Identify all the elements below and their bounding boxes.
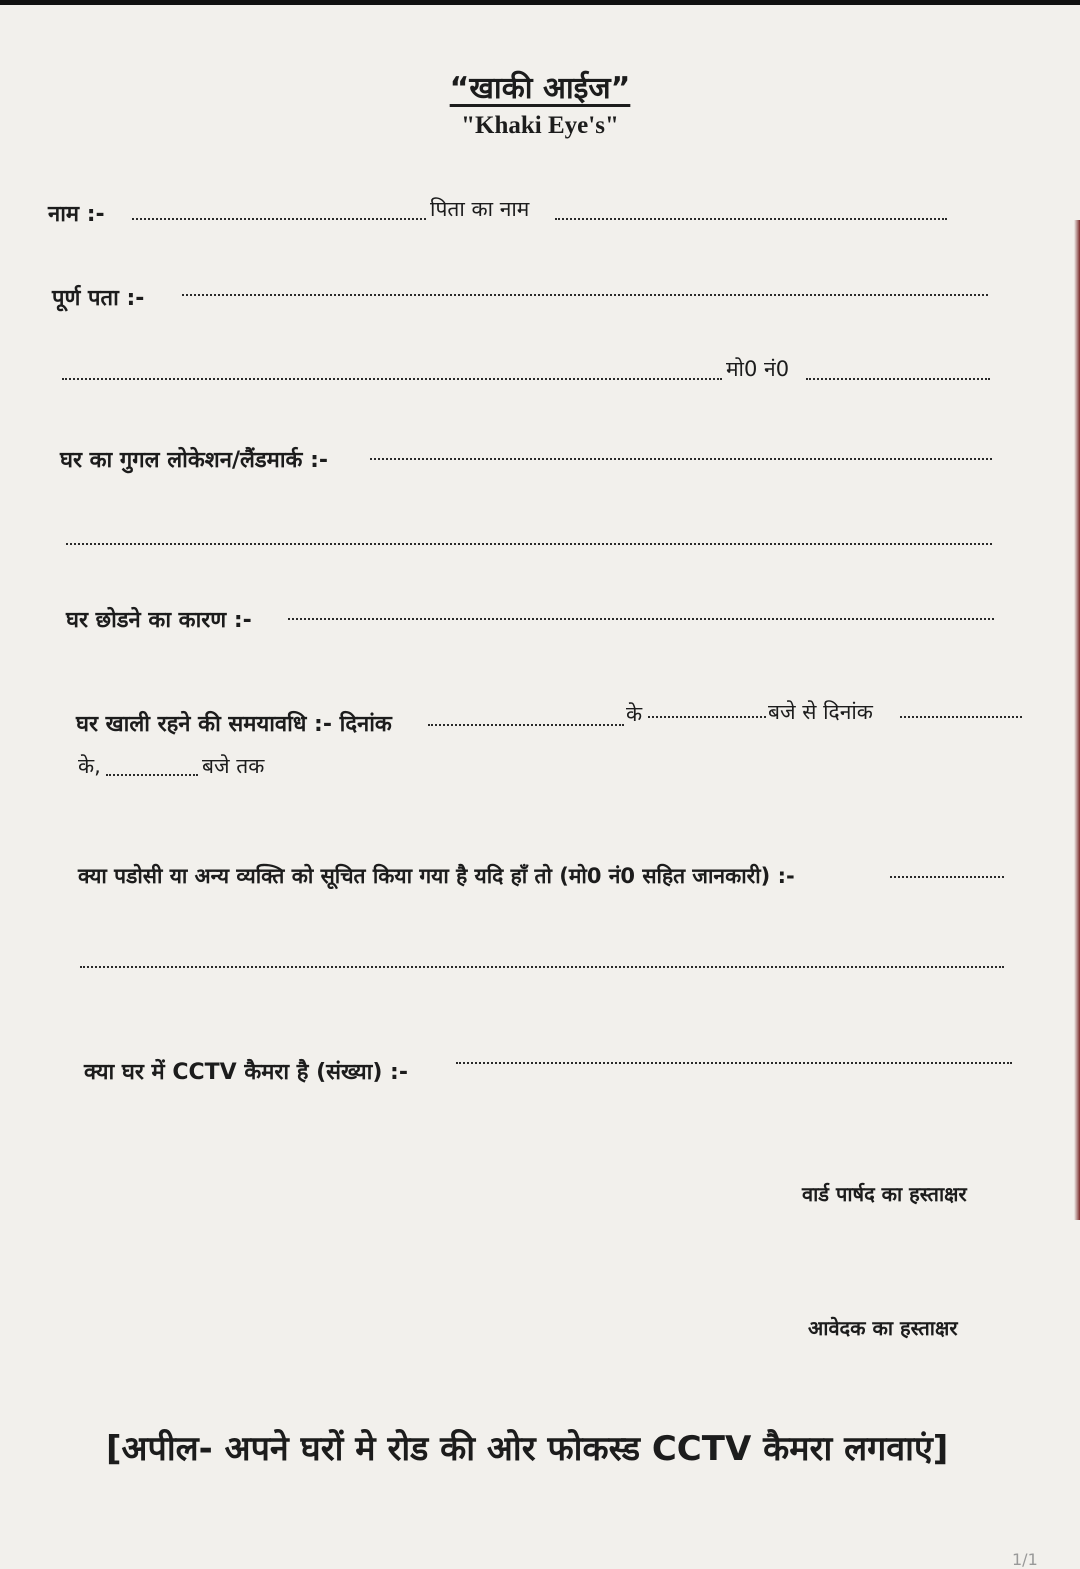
name-label: नाम :- — [48, 202, 105, 227]
father-name-label: पिता का नाम — [430, 197, 530, 221]
applicant-signature: आवेदक का हस्ताक्षर — [808, 1316, 958, 1340]
address-field-line-2[interactable] — [62, 378, 722, 380]
mobile-field[interactable] — [806, 378, 990, 380]
father-name-field[interactable] — [555, 218, 947, 220]
location-field-line-2[interactable] — [66, 543, 992, 545]
neighbour-label: क्या पडोसी या अन्य व्यक्ति को सूचित किया गया है यदि हाँ तो (मो0 नं0 सहित जानकारी) :- — [78, 864, 795, 888]
vacancy-label: घर खाली रहने की समयावधि :- दिनांक — [76, 712, 392, 737]
vacancy-to-date-field[interactable] — [900, 716, 1022, 718]
cctv-label: क्या घर में CCTV कैमरा है (संख्या) :- — [84, 1060, 408, 1085]
reason-field[interactable] — [288, 618, 994, 620]
location-field-line-1[interactable] — [370, 458, 992, 460]
reason-label: घर छोडने का कारण :- — [66, 608, 252, 633]
cctv-count-field[interactable] — [456, 1062, 1012, 1064]
form-title-hindi: “खाकी आईज” — [449, 71, 631, 106]
address-field-line-1[interactable] — [182, 294, 988, 296]
ward-councillor-signature: वार्ड पार्षद का हस्ताक्षर — [802, 1182, 967, 1206]
vacancy-from-time-field[interactable] — [648, 716, 766, 718]
vacancy-until-label: बजे तक — [202, 754, 265, 778]
neighbour-field-line-1[interactable] — [890, 876, 1004, 878]
vacancy-from-label: बजे से दिनांक — [768, 700, 873, 724]
vacancy-ke2-label: के, — [78, 754, 101, 778]
neighbour-field-line-2[interactable] — [80, 966, 1004, 968]
location-label: घर का गुगल लोकेशन/लैंडमार्क :- — [60, 448, 328, 473]
name-field[interactable] — [132, 218, 426, 220]
vacancy-ke-label: के — [626, 702, 643, 726]
appeal-banner: [अपील- अपने घरों मे रोड की ओर फोकस्ड CCTV कैमरा लगवाएं] — [106, 1429, 949, 1469]
vacancy-from-date-field[interactable] — [428, 724, 624, 726]
vacancy-to-time-field[interactable] — [106, 774, 198, 776]
mobile-label: मो0 नं0 — [726, 357, 790, 381]
address-label: पूर्ण पता :- — [52, 286, 145, 311]
page-number: 1/1 — [1012, 1550, 1038, 1569]
form-title-english: "Khaki Eye's" — [461, 112, 619, 139]
